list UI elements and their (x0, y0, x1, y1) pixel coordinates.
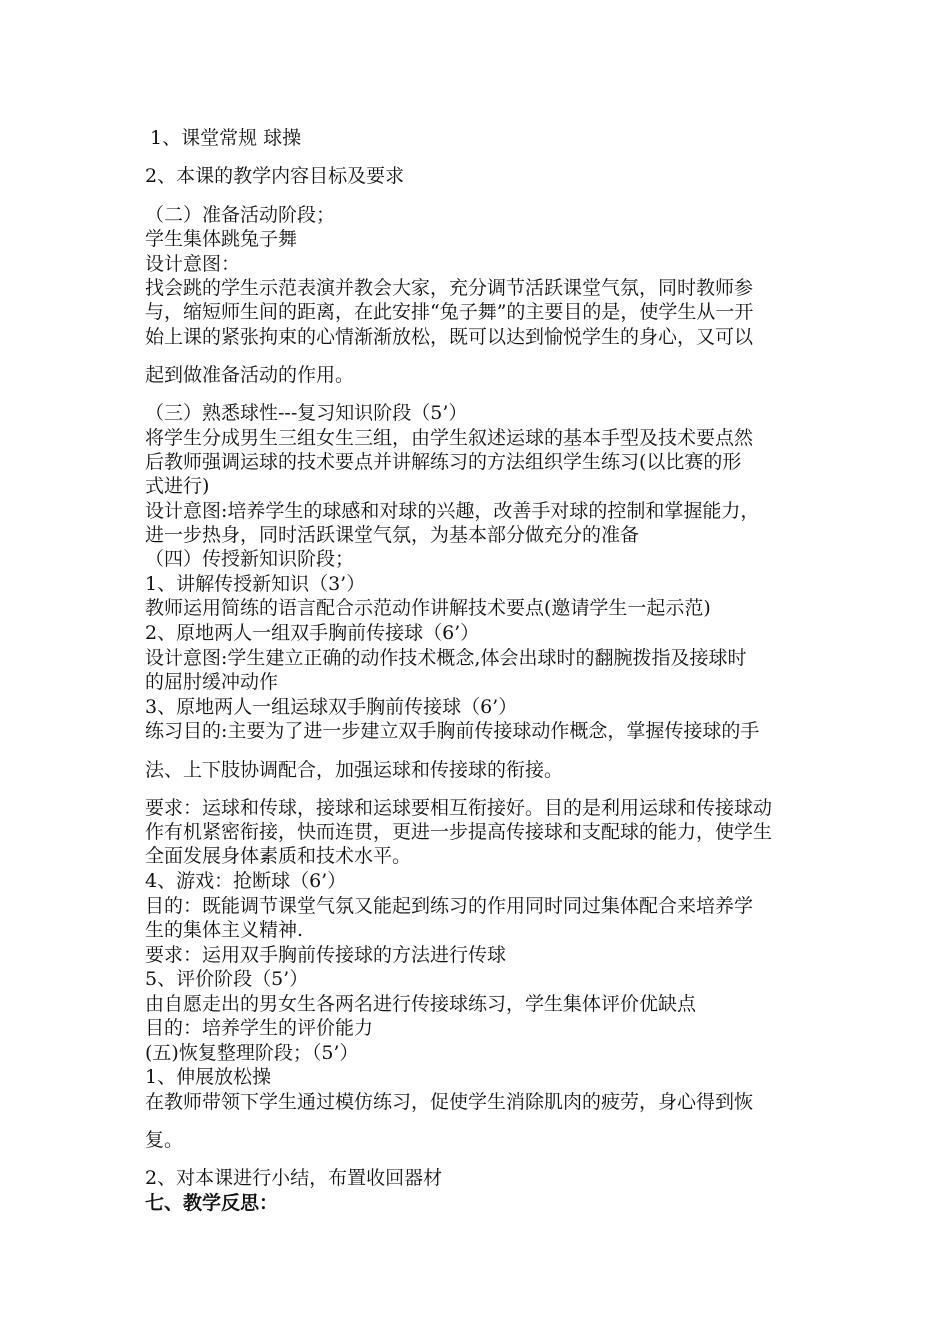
section-heading: 七、教学反思： (145, 1192, 279, 1214)
text-line: 练习目的:主要为了进一步建立双手胸前传接球动作概念，掌握传接球的手 (145, 720, 760, 742)
text-line: 式进行) (145, 475, 210, 497)
section-heading: (五)恢复整理阶段；（5’） (145, 1042, 359, 1064)
text-line: 要求：运用双手胸前传接球的方法进行传球 (145, 944, 507, 966)
text-line: 教师运用简练的语言配合示范动作讲解技术要点(邀请学生一起示范) (145, 597, 711, 619)
text-line: 设计意图:学生建立正确的动作技术概念,体会出球时的翻腕拨指及接球时 (145, 647, 747, 669)
text-line: 2、对本课进行小结，布置收回器材 (145, 1167, 443, 1189)
text-line: 始上课的紧张拘束的心情渐渐放松，既可以达到愉悦学生的身心，又可以 (145, 326, 754, 348)
text-line: 复。 (145, 1129, 184, 1151)
section-heading: （三）熟悉球性---复习知识阶段（5’） (145, 402, 468, 424)
text-line: 要求：运球和传球，接球和运球要相互衔接好。目的是利用运球和传接球动 (145, 797, 773, 819)
text-line: 起到做准备活动的作用。 (145, 364, 355, 386)
text-line: 2、本课的教学内容目标及要求 (145, 165, 405, 187)
text-line: 学生集体跳兔子舞 (145, 228, 298, 250)
text-line: 将学生分成男生三组女生三组，由学生叙述运球的基本手型及技术要点然 (145, 427, 754, 449)
text-line: 1、伸展放松操 (145, 1066, 272, 1088)
text-line: 目的：培养学生的评价能力 (145, 1017, 374, 1039)
section-heading: （四）传授新知识阶段； (145, 548, 355, 570)
text-line: 的屈肘缓冲动作 (145, 671, 279, 693)
text-line: 由自愿走出的男女生各两名进行传接球练习，学生集体评价优缺点 (145, 993, 697, 1015)
text-line: 5、评价阶段（5’） (145, 968, 309, 990)
text-line: 4、游戏：抢断球（6’） (145, 870, 347, 892)
text-line: 1、讲解传授新知识（3’） (145, 573, 366, 595)
text-line: 1、课堂常规 球操 (150, 127, 302, 149)
text-line: 3、原地两人一组运球双手胸前传接球（6’） (145, 696, 518, 718)
text-line: 后教师强调运球的技术要点并讲解练习的方法组织学生练习(以比赛的形 (145, 451, 742, 473)
text-line: 设计意图:培养学生的球感和对球的兴趣，改善手对球的控制和掌握能力， (145, 500, 760, 522)
text-line: 2、原地两人一组双手胸前传接球（6’） (145, 622, 480, 644)
text-line: 生的集体主义精神. (145, 919, 304, 941)
text-line: 进一步热身，同时活跃课堂气氛，为基本部分做充分的准备 (145, 524, 640, 546)
text-line: 与，缩短师生间的距离，在此安排“兔子舞”的主要目的是，使学生从一开 (145, 301, 754, 323)
text-line: 全面发展身体素质和技术水平。 (145, 845, 412, 867)
text-line: 在教师带领下学生通过模仿练习，促使学生消除肌肉的疲劳，身心得到恢 (145, 1091, 754, 1113)
text-line: 设计意图： (145, 253, 241, 275)
text-line: 作有机紧密衔接，快而连贯，更进一步提高传接球和支配球的能力，使学生 (145, 821, 773, 843)
text-line: 找会跳的学生示范表演并教会大家，充分调节活跃课堂气氛，同时教师参 (145, 277, 754, 299)
text-line: 法、上下肢协调配合，加强运球和传接球的衔接。 (145, 759, 564, 781)
section-heading: （二）准备活动阶段； (145, 204, 336, 226)
text-line: 目的：既能调节课堂气氛又能起到练习的作用同时同过集体配合来培养学 (145, 895, 754, 917)
